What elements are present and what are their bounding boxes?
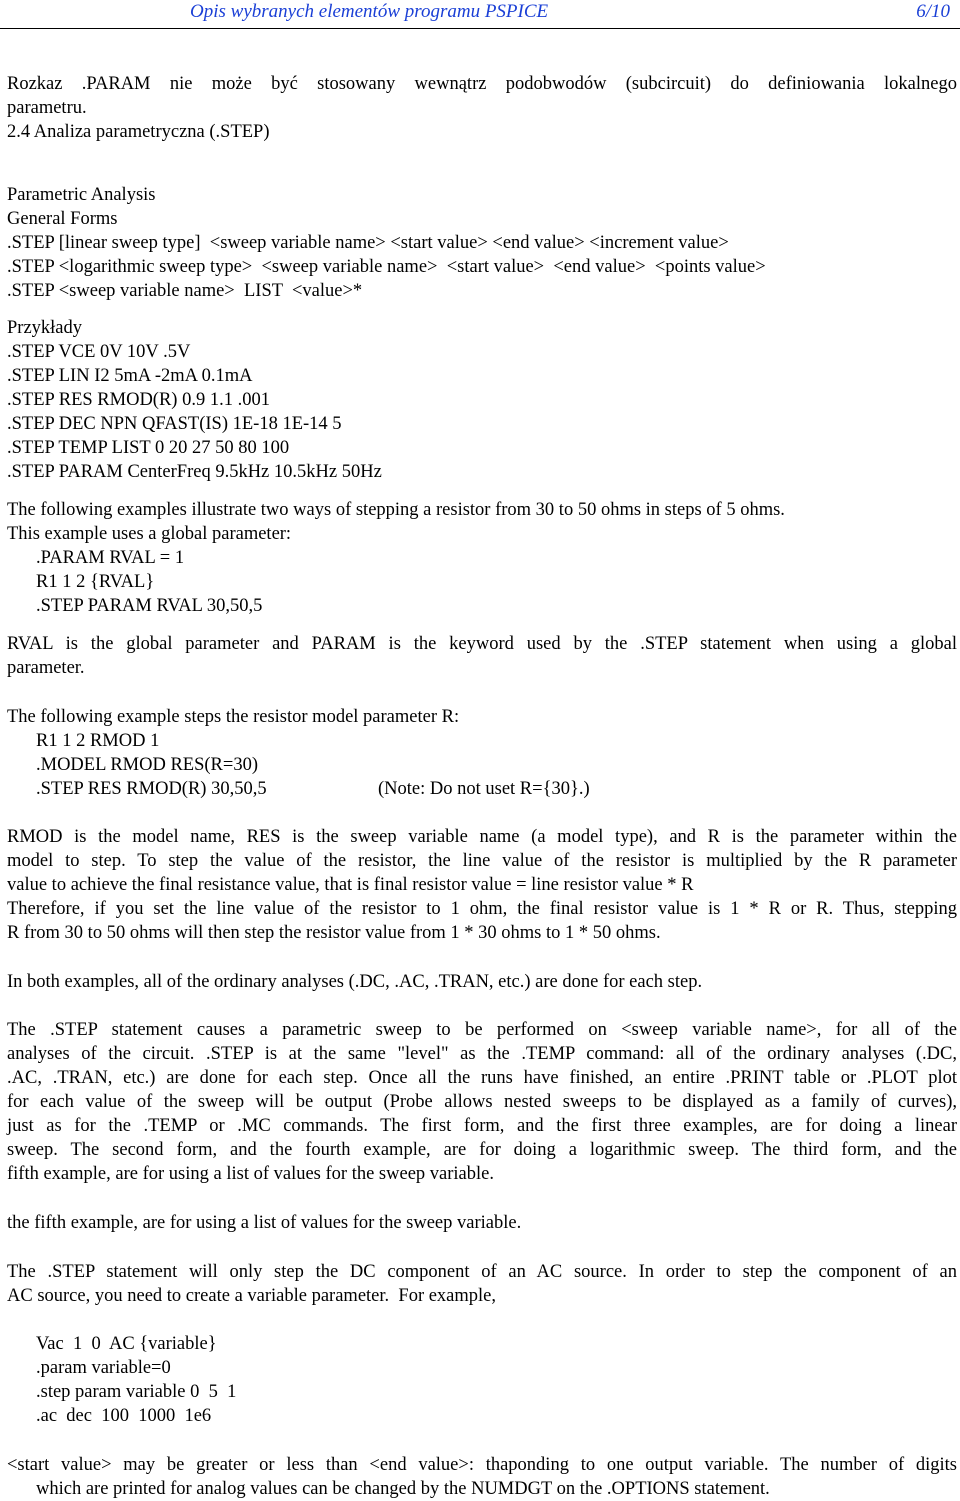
text-line: just as for the .TEMP or .MC commands. The first form, and the first three examples, are for doing a linear — [7, 1116, 957, 1136]
text-line: parametru. — [7, 98, 87, 118]
text-line: Parametric Analysis — [7, 185, 156, 205]
text-line: Rozkaz .PARAM nie może być stosowany wewnątrz podobwodów (subcircuit) do definiowania lokalnego — [7, 74, 957, 94]
section-heading: 2.4 Analiza parametryczna (.STEP) — [7, 122, 270, 142]
text-line: value to achieve the final resistance value, that is final resistor value = line resistor value * R — [7, 875, 694, 895]
code-line: .STEP PARAM RVAL 30,50,5 — [36, 596, 263, 616]
code-line: .STEP VCE 0V 10V .5V — [7, 342, 191, 362]
code-line: .STEP RES RMOD(R) 0.9 1.1 .001 — [7, 390, 270, 410]
code-line: R1 1 2 {RVAL} — [36, 572, 155, 592]
code-line: .STEP DEC NPN QFAST(IS) 1E-18 1E-14 5 — [7, 414, 342, 434]
code-line: R1 1 2 RMOD 1 — [36, 731, 160, 751]
text-line: .AC, .TRAN, etc.) are done for each step. Once all the runs have finished, an entire .PRINT table or .PLOT plot — [7, 1068, 957, 1088]
text-line: parameter. — [7, 658, 85, 678]
code-line: Vac 1 0 AC {variable} — [36, 1334, 217, 1354]
text-line: sweep. The second form, and the fourth example, are for doing a logarithmic sweep. The third form, and the — [7, 1140, 957, 1160]
text-line: for each value of the sweep will be output (Probe allows nested sweeps to be displayed as a family of curves), — [7, 1092, 957, 1112]
text-line: The .STEP statement will only step the DC component of an AC source. In order to step the component of an — [7, 1262, 957, 1282]
text-line: The following examples illustrate two ways of stepping a resistor from 30 to 50 ohms in steps of 5 ohms. — [7, 500, 785, 520]
code-line: .ac dec 100 1000 1e6 — [36, 1406, 212, 1426]
code-line: .STEP [linear sweep type] <sweep variable name> <start value> <end value> <increment value> — [7, 233, 729, 253]
text-line: <start value> may be greater or less than <end value>: thaponding to one output variable. The number of digits — [7, 1455, 957, 1475]
code-line: .STEP <sweep variable name> LIST <value>* — [7, 281, 363, 301]
text-line: which are printed for analog values can be changed by the NUMDGT on the .OPTIONS statement. — [36, 1479, 770, 1499]
header-page-number: 6/10 — [916, 1, 950, 22]
text-line: AC source, you need to create a variable parameter. For example, — [7, 1286, 497, 1306]
code-line: .STEP TEMP LIST 0 20 27 50 80 100 — [7, 438, 290, 458]
code-line: .STEP PARAM CenterFreq 9.5kHz 10.5kHz 50Hz — [7, 462, 382, 482]
text-line: analyses of the circuit. .STEP is at the same "level" as the .TEMP command: all of the ordinary analyses (.DC, — [7, 1044, 957, 1064]
text-line: Przykłady — [7, 318, 83, 338]
text-line: the fifth example, are for using a list of values for the sweep variable. — [7, 1213, 522, 1233]
text-line: General Forms — [7, 209, 118, 229]
code-line: .PARAM RVAL = 1 — [36, 548, 185, 568]
code-line: .step param variable 0 5 1 — [36, 1382, 237, 1402]
note-text: (Note: Do not uset R={30}.) — [378, 779, 590, 799]
text-line: The following example steps the resistor model parameter R: — [7, 707, 460, 727]
text-line: This example uses a global parameter: — [7, 524, 292, 544]
header-title: Opis wybranych elementów programu PSPICE — [190, 1, 549, 22]
code-line: .MODEL RMOD RES(R=30) — [36, 755, 258, 775]
text-line: fifth example, are for using a list of values for the sweep variable. — [7, 1164, 494, 1184]
text-line: Therefore, if you set the line value of the resistor to 1 ohm, the final resistor value is 1 * R or R. Thus, stepping — [7, 899, 957, 919]
code-line: .param variable=0 — [36, 1358, 171, 1378]
text-line: The .STEP statement causes a parametric sweep to be performed on <sweep variable name>, for all of the — [7, 1020, 957, 1040]
text-line: In both examples, all of the ordinary analyses (.DC, .AC, .TRAN, etc.) are done for each step. — [7, 972, 703, 992]
page-header — [0, 0, 960, 29]
text-line: RVAL is the global parameter and PARAM is the keyword used by the .STEP statement when using a global — [7, 634, 957, 654]
code-line: .STEP <logarithmic sweep type> <sweep variable name> <start value> <end value> <points value> — [7, 257, 766, 277]
code-line: .STEP RES RMOD(R) 30,50,5 — [36, 779, 267, 799]
text-line: RMOD is the model name, RES is the sweep variable name (a model type), and R is the parameter within the — [7, 827, 957, 847]
text-line: R from 30 to 50 ohms will then step the resistor value from 1 * 30 ohms to 1 * 50 ohms. — [7, 923, 661, 943]
code-line: .STEP LIN I2 5mA -2mA 0.1mA — [7, 366, 253, 386]
text-line: model to step. To step the value of the resistor, the line value of the resistor is multiplied by the R parameter — [7, 851, 957, 871]
